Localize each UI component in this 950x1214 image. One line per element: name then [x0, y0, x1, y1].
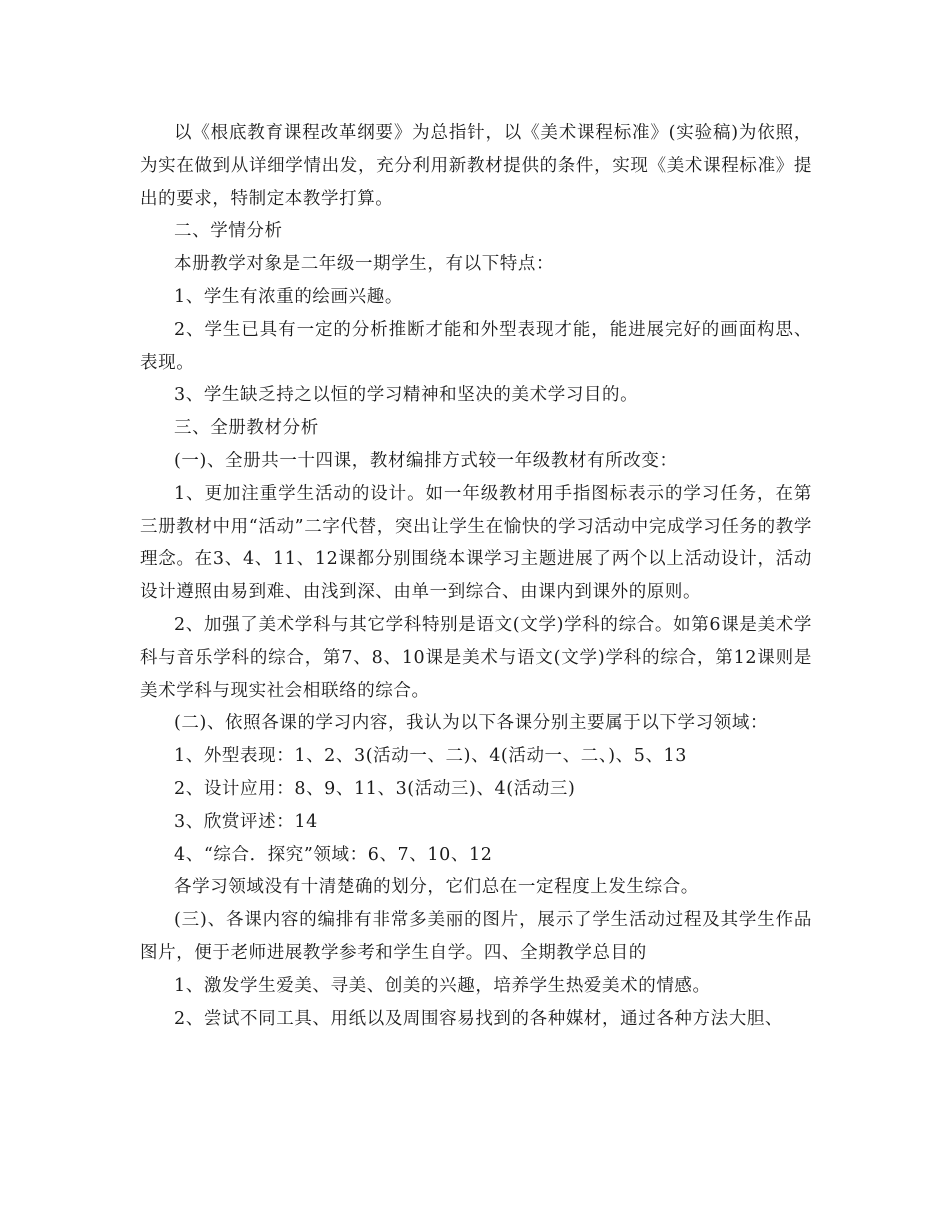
paragraph-domains-note: 各学习领域没有十清楚确的划分，它们总在一定程度上发生综合。 — [174, 877, 699, 898]
list-item: 1、外型表现：1、2、3(活动一、二)、4(活动一、二、)、5、13 — [174, 746, 688, 767]
paragraph-teaching-target: 本册教学对象是二年级一期学生，有以下特点： — [174, 254, 555, 275]
list-item: 1、学生有浓重的绘画兴趣。 — [174, 286, 403, 307]
list-item: 2、尝试不同工具、用纸以及周围容易找到的各种媒材，通过各种方法大胆、 — [174, 1008, 784, 1029]
document-body — [140, 117, 812, 1035]
paragraph-section-one: (一)、全册共一十四课，教材编排方式较一年级教材有所改变： — [174, 450, 678, 471]
paragraph-intro: 以《根底教育课程改革纲要》为总指针，以《美术课程标准》(实验稿)为依照，为实在做到从详细学情出发，充分利用新教材提供的条件，实现《美术课程标准》提出的要求，特制定本教学打算。 — [140, 123, 812, 209]
heading-textbook-analysis: 三、全册教材分析 — [174, 418, 319, 439]
list-item: 4、“综合．探究”领域：6、7、10、12 — [174, 844, 493, 865]
list-item: 1、激发学生爱美、寻美、创美的兴趣，培养学生热爱美术的情感。 — [174, 975, 711, 996]
list-item: 2、学生已具有一定的分析推断才能和外型表现才能，能进展完好的画面构思、表现。 — [140, 319, 812, 373]
heading-learning-analysis: 二、学情分析 — [174, 221, 283, 242]
paragraph-section-three: (三)、各课内容的编排有非常多美丽的图片，展示了学生活动过程及其学生作品图片，便于老师进展教学参考和学生自学。四、全期教学总目的 — [140, 910, 812, 963]
list-item: 3、学生缺乏持之以恒的学习精神和坚决的美术学习目的。 — [174, 385, 639, 406]
paragraph-section-two: (二)、依照各课的学习内容，我认为以下各课分别主要属于以下学习领域： — [174, 713, 769, 734]
list-item: 2、加强了美术学科与其它学科特别是语文(文学)学科的综合。如第6课是美术学科与音乐学科的综合，第7、8、10课是美术与语文(文学)学科的综合，第12课则是美术学科与现实社会相联络的综合。 — [140, 614, 812, 701]
list-item: 2、设计应用：8、9、11、3(活动三)、4(活动三) — [174, 778, 576, 799]
list-item: 1、更加注重学生活动的设计。如一年级教材用手指图标表示的学习任务，在第三册教材中用“活动”二字代替，突出让学生在愉快的学习活动中完成学习任务的教学理念。在3、4、11、12课都分别围绕本课学习主题进展了两个以上活动设计，活动设计遵照由易到难、由浅到深、由单一到综合、由课内到课外的原则。 — [140, 483, 812, 603]
list-item: 3、欣赏评述：14 — [174, 811, 318, 832]
